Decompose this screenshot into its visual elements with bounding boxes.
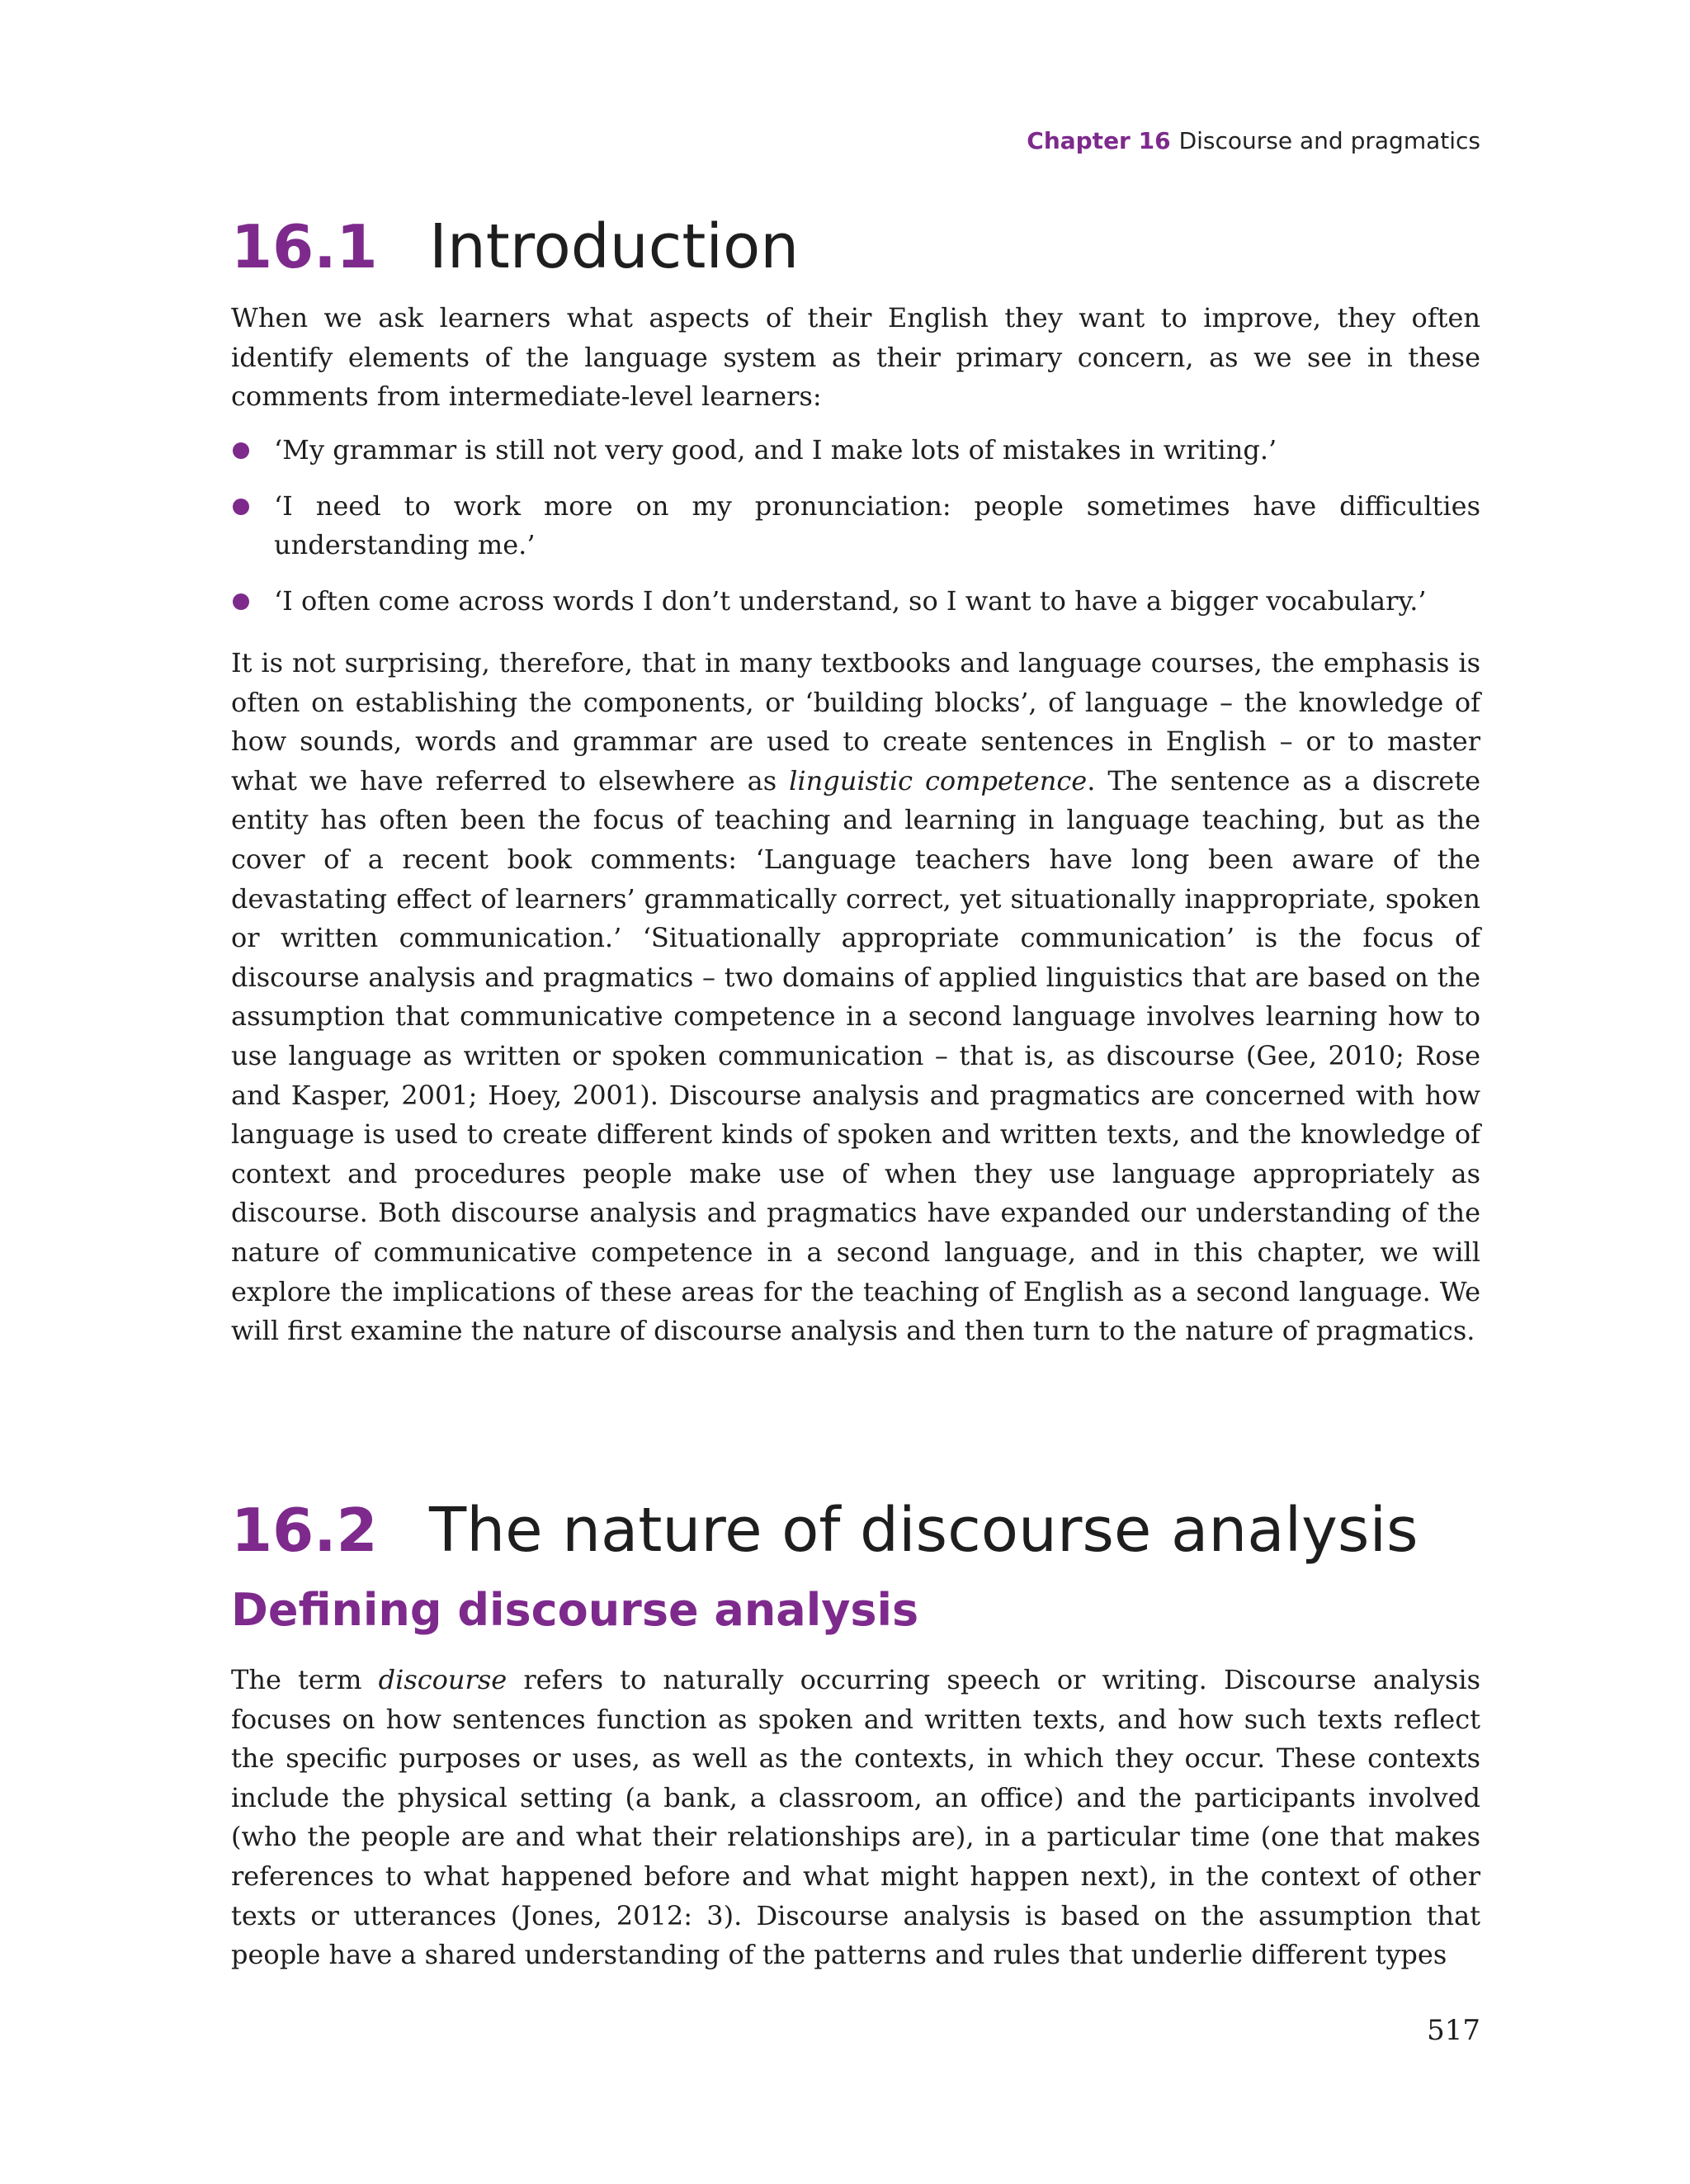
- paragraph-text: . The sentence as a discrete entity has often been the focus of teaching and learning in language teaching, but as the cover of a recent book comments: ‘Language teachers have long been aware of the devastating effect of learners’ grammatically correct, yet situationally inappropriate, spoken or written communication.’ ‘Situationally appropriate communication’ is the focus of discourse analysis and pragmatics – two domains of applied linguistics that are based on the assumption that communicative competence in a second language involves learning how to use language as written or spoken communication – that is, as discourse (Gee, 2010; Rose and Kasper, 2001; Hoey, 2001). Discourse analysis and pragmatics are concerned with how language is used to create different kinds of spoken and written texts, and the knowledge of context and procedures people make use of when they use language appropriately as discourse. Both discourse analysis and pragmatics have expanded our understanding of the nature of communicative competence in a second language, and in this chapter, we will explore the implications of these areas for the teaching of English as a second language. We will first examine the nature of discourse analysis and then turn to the nature of pragmatics.: [231, 764, 1481, 1347]
- list-item-text: ‘I often come across words I don’t understand, so I want to have a bigger vocabulary.’: [274, 584, 1427, 617]
- section-title: Introduction: [429, 211, 800, 282]
- section-number: 16.2: [231, 1496, 378, 1565]
- learner-comments-list: [231, 431, 1480, 637]
- paragraph-text: refers to naturally occurring speech or writing. Discourse analysis focuses on how sentences function as spoken and written texts, and how such texts reflect the specific purposes or uses, as well as the contexts, in which they occur. These contexts include the physical setting (a bank, a classroom, an office) and the participants involved (who the people are and what their relationships are), in a particular time (one that makes references to what happened before and what might happen next), in the context of other texts or utterances (Jones, 2012: 3). Discourse analysis is based on the assumption that people have a shared understanding of the patterns and rules that underlie different types: [231, 1664, 1481, 1971]
- intro-paragraph-1: When we ask learners what aspects of their English they want to improve, they often identify elements of the language system as their primary concern, as we see in these comments from intermediate-level learners:: [231, 302, 1480, 413]
- bullet-icon: [233, 593, 249, 610]
- paragraph-text: The term: [231, 1664, 379, 1695]
- list-item-text: ‘My grammar is still not very good, and I make lots of mistakes in writing.’: [274, 434, 1277, 466]
- chapter-label: Chapter 16: [1027, 127, 1171, 154]
- list-item: [231, 487, 1480, 565]
- italic-term: discourse: [378, 1664, 507, 1695]
- list-item: [231, 431, 1480, 470]
- section-heading-16-1: [231, 211, 800, 282]
- intro-paragraph-2: [231, 644, 1480, 1351]
- running-head: [1027, 127, 1480, 154]
- section-heading-16-2: [231, 1495, 1419, 1566]
- paragraph-text: It is not surprising, therefore, that in many textbooks and language courses, the emphasis is often on establishing the components, or ‘building blocks’, of language – the knowledge of how sounds, words and grammar are used to create sentences in English – or to master what we have referred to elsewhere as: [231, 647, 1480, 797]
- page-number: 517: [1427, 2014, 1480, 2047]
- list-item: [231, 582, 1480, 622]
- section-title: The nature of discourse analysis: [429, 1495, 1419, 1566]
- book-page: [231, 0, 1480, 2184]
- subheading: Defining discourse analysis: [231, 1584, 919, 1636]
- list-item-text: ‘I need to work more on my pronunciation: people sometimes have difficulties understanding me.’: [274, 489, 1480, 561]
- italic-term: linguistic competence: [789, 764, 1088, 797]
- section-number: 16.1: [231, 212, 378, 281]
- chapter-title: Discourse and pragmatics: [1178, 127, 1480, 154]
- section-2-paragraph-1: [231, 1661, 1480, 1975]
- bullet-icon: [233, 499, 249, 515]
- bullet-icon: [233, 442, 249, 459]
